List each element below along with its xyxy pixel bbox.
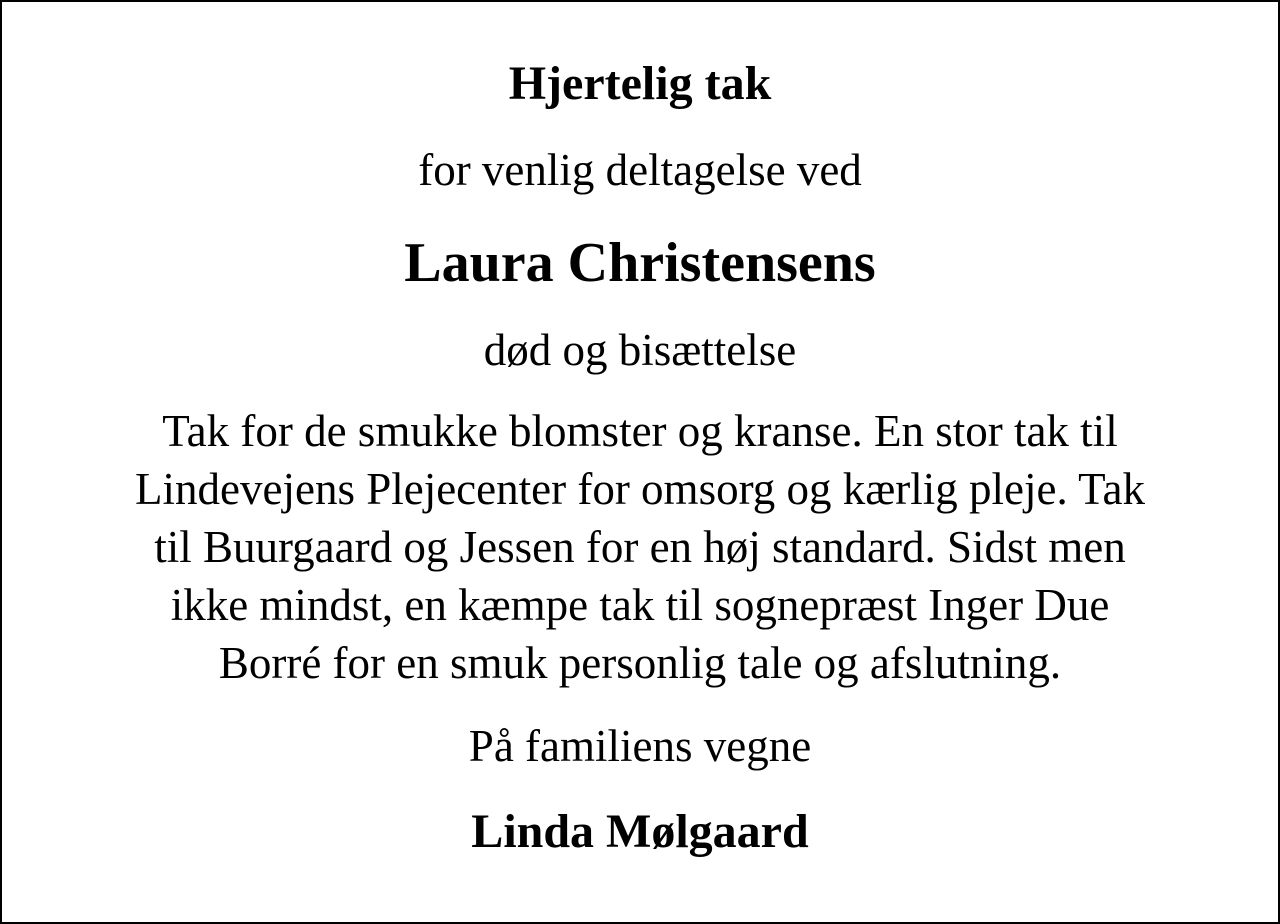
notice-body xyxy=(2,402,1278,692)
body-line: Lindevejens Plejecenter for omsorg og kærlig pleje. Tak xyxy=(135,464,1145,514)
notice-event: død og bisættelse xyxy=(483,325,797,375)
on-behalf-text: På familiens vegne xyxy=(468,721,812,771)
body-line: ikke mindst, en kæmpe tak til sognepræst Inger Due xyxy=(170,580,1110,630)
body-line: Tak for de smukke blomster og kranse. En stor tak til xyxy=(162,406,1118,456)
body-line: Borré for en smuk personlig tale og afslutning. xyxy=(218,638,1062,688)
notice-intro: for venlig deltagelse ved xyxy=(418,145,862,195)
signature-name: Linda Mølgaard xyxy=(471,805,809,858)
deceased-name: Laura Christensens xyxy=(404,232,876,294)
notice-heading: Hjertelig tak xyxy=(508,57,772,110)
body-line: til Buurgaard og Jessen for en høj standard. Sidst men xyxy=(154,522,1126,572)
